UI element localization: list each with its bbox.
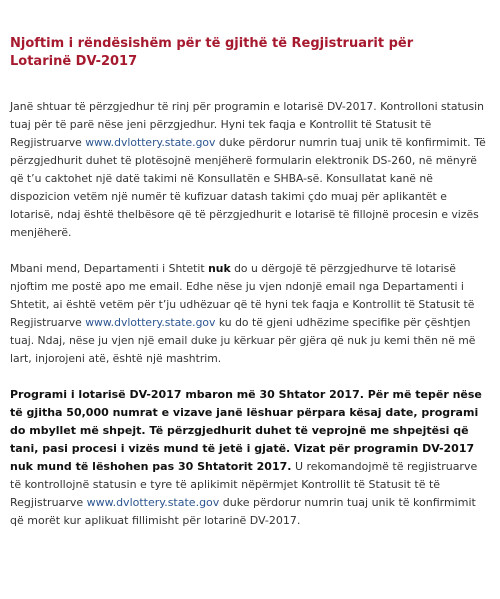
paragraph-text: do u dërgojë të përzgjedhurve të lotarisë njoftim me postë apo me email. Edhe nëse ju vjen ndonjë email nga Departamenti i Shtetit, ai është vetëm për t’ju udhëzuar që të hyni tek faqja e Kontrollit të Statusit të Regjistruarve xyxy=(10,262,475,329)
paragraph-email-warning xyxy=(10,260,488,368)
notice-title: Njoftim i rëndësishëm për të gjithë të Regjistruarit për Lotarinë DV-2017 xyxy=(10,36,414,69)
dvlottery-link[interactable]: www.dvlottery.state.gov xyxy=(86,496,220,509)
paragraph-text: duke përdorur numrin tuaj unik të konfirmimit që morët kur aplikuat fillimisht për lotarinë DV-2017. xyxy=(10,496,476,527)
dvlottery-link[interactable]: www.dvlottery.state.gov xyxy=(85,136,216,149)
paragraph-text: Mbani mend, Departamenti i Shtetit xyxy=(10,262,209,275)
paragraph-text: ku do të gjeni udhëzime specifike për çështjen tuaj. Ndaj, nëse ju vjen një email duke ju kërkuar për gjëra që nuk ju kemi thën në më lart, injorojeni atë, është një mashtrim. xyxy=(10,316,476,365)
paragraph-program-deadline xyxy=(10,386,488,530)
paragraph-new-selectees xyxy=(10,98,488,242)
dvlottery-link[interactable]: www.dvlottery.state.gov xyxy=(85,316,216,329)
deadline-bold-text: Programi i lotarisë DV-2017 mbaron më 30 Shtator 2017. Për më tepër nëse të gjitha 50,000 numrat e vizave janë lëshuar përpara kësaj date, programi do mbyllet më shpejt. Të përzgjedhurit duhet të veprojnë me shpejtësi që tani, pasi procesi i vizës mund të jetë i gjatë. Vizat për programin DV-2017 nuk mund të lëshohen pas 30 Shtatorit 2017. xyxy=(10,388,482,473)
emphasis-nuk: nuk xyxy=(208,262,231,275)
paragraph-text: U rekomandojmë të regjistruarve të kontrollojnë statusin e tyre të aplikimit nëpërmjet Kontrollit të Statusit të të Regjistruarve xyxy=(10,460,478,509)
paragraph-text: Janë shtuar të përzgjedhur të rinj për programin e lotarisë DV-2017. Kontrolloni statusin tuaj për të parë nëse jeni përzgjedhur. Hyni tek faqja e Kontrollit të Statusit të Regjistruarve xyxy=(10,100,485,149)
paragraph-text: duke përdorur numrin tuaj unik të konfirmimit. Të përzgjedhurit duhet të plotësojnë menjëherë formularin elektronik DS-260, në mënyrë që t’u caktohet një datë takimi në Konsullatën e SHBA-së. Konsullatat kanë në dispozicion vetëm një numër të kufizuar datash takimi çdo muaj për aplikantët e lotarisë, ndaj është thelbësore që të përzgjedhurit e lotarisë të fillojnë procesin e vizës menjëherë. xyxy=(10,136,486,239)
